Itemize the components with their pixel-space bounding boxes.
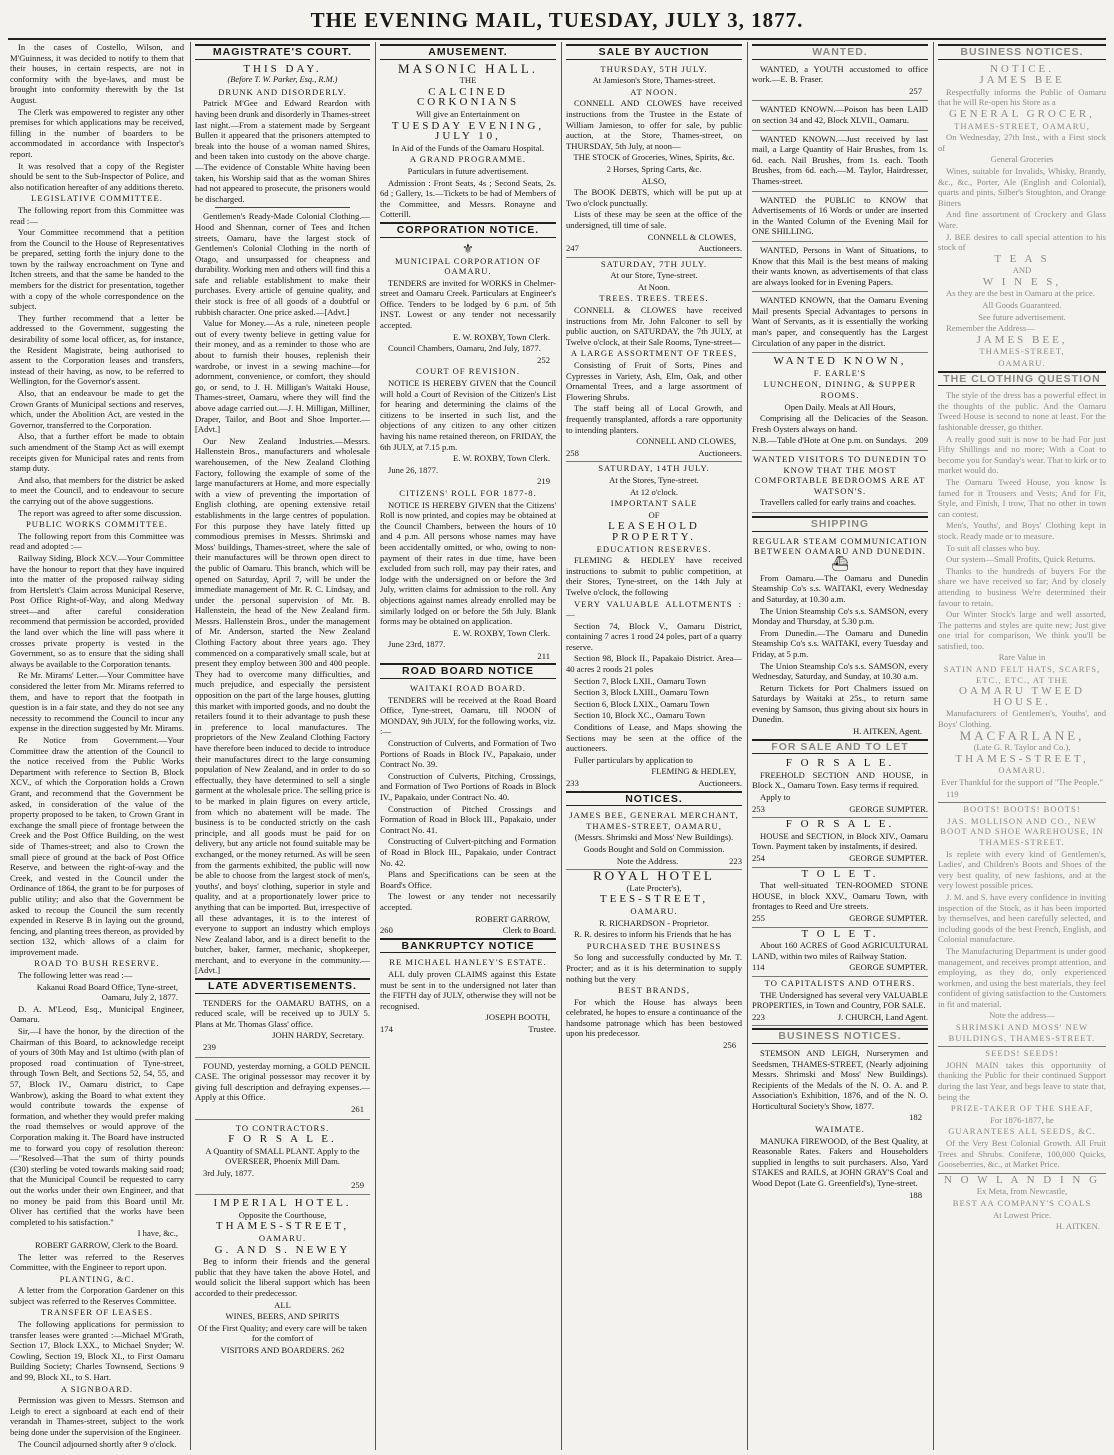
found-ad	[195, 1061, 370, 1120]
bee-sub: (Messrs. Shrimski and Moss' New Buildings).	[574, 832, 734, 843]
call: J. BEE desires to call special attention to his stock of	[938, 231, 1106, 253]
boots: BOOTS! BOOTS! BOOTS!	[963, 804, 1081, 815]
and: AND	[1012, 265, 1032, 276]
mac-street: THAMES-STREET,	[955, 752, 1089, 765]
column-1	[6, 42, 188, 1450]
divider	[215, 207, 350, 208]
bee-goods: Goods Bought and Sold on Commission.	[583, 843, 725, 854]
jb-text: Respectfully informs the Public of Oamaru that he will Re-open his Store as a	[938, 86, 1106, 108]
rb-item: Construction of Culverts, and Formation of Two Portions of Roads in Block IV., Papakaio, under Contract No. 39.	[380, 738, 556, 770]
pw-para: The following report from this Committee was read and adopted :—	[10, 530, 184, 552]
grocer: GENERAL GROCER,	[948, 107, 1096, 120]
prize: PRIZE-TAKER OF THE SHEAF,	[950, 1103, 1094, 1114]
at-noon: AT NOON.	[630, 86, 678, 97]
jb-date: On Wednesday, 27th Inst., with a First stock of	[938, 132, 1106, 153]
roxby: E. W. ROXBY, Town Clerk.	[453, 331, 550, 342]
purchased: PURCHASED THE BUSINESS	[586, 940, 722, 951]
valuable: VERY VALUABLE ALLOTMENTS :—	[566, 598, 742, 620]
staff: The staff being all of Local Growth, and frequently transplanted, affords a rare opportunity to intending planters.	[566, 403, 742, 435]
corkonians: CALCINED CORKONIANS	[416, 85, 520, 109]
pw-para: Railway Siding, Block XCV.—Your Committee have the honour to report that they have inquired into the matter of the proposed railway siding from Hertslett's Claim across Municipal Reserve, Post Office Right-of-Way, and along Medway street—and after careful consideration recommend that permission be accorded, provided the land over which the line will pass where it crosses private property is vested in the Government, so as to ensure that the siding shall always be available to the Corporation tenants.	[10, 552, 184, 669]
consisting: Consisting of Fruit of Sorts, Pines and Cypresses in Variety, Ash, Elm, Oak, and other Ornamental Trees, and a large assortment of Flowering Shrubs.	[566, 360, 742, 402]
wanted-ad	[752, 64, 928, 102]
best: As they are the best in Oamaru at the price.	[946, 288, 1095, 299]
rb-no: 260	[380, 925, 393, 936]
lowest-price: At Lowest Price.	[993, 1209, 1051, 1220]
wanted-text: WANTED KNOWN.—Just received by last mail, a Large Quantity of Hair Brushes, from 1s. 6d. each. Nail Brushes, from 1s. each. Tooth Brushes, from 6d. each.—M. Taylor, Hairdresser, Thames-street.	[752, 133, 928, 186]
prize-yr: For 1876-1877, he	[990, 1114, 1054, 1125]
tenders: TENDERS are invited for WORKS in Chelmer-street and Oamaru Creek. Particulars at Engineer's Office. Tenders to be lodged by 6 p.m. of 5th INST. Lowest or any tender not necessarily accepted.	[380, 277, 556, 331]
bee-note: Note the Address.	[616, 855, 679, 866]
road-para: Kakanui Road Board Office, Tyne-street, Oamaru, July 2, 1877.	[36, 981, 178, 1003]
guarantees: GUARANTEES ALL SEEDS, &C.	[948, 1126, 1096, 1137]
coals: BEST AA COMPANY'S COALS	[952, 1197, 1092, 1208]
jb2: JAMES BEE,	[976, 333, 1068, 346]
church-no: 223	[752, 1011, 765, 1022]
allotment: Section 74, Block V., Oamaru District, containing 7 acres 1 rood 24 poles, part of a quarry reserve.	[566, 620, 742, 652]
legislative-heading: LEGISLATIVE COMMITTEE.	[31, 193, 163, 204]
our-store: At our Store, Tyne-street.	[610, 270, 698, 281]
saturday-14: SATURDAY, 14TH JULY.	[598, 463, 710, 474]
rb-item: Construction of Pitched Crossings and Formation of Road in Block III., Papakaio, under Contract No. 41.	[380, 803, 556, 835]
tweed: The Oamaru Tweed House, you know Is famed for it Trousers and Vests; And for Fit, Style, and Finish, I trow, That no other in town can contest.	[938, 476, 1106, 519]
rr: R. R. desires to inform his Friends that he has	[574, 929, 732, 940]
plant-sale-date: 3rd July, 1877.	[203, 1167, 255, 1178]
royal-town: OAMARU.	[630, 905, 678, 916]
james-bee: JAMES BEE, GENERAL MERCHANT, THAMES-STREET, OAMARU,	[569, 810, 739, 831]
guaranteed: All Goods Guaranteed.	[982, 300, 1062, 311]
book-debts: The BOOK DEBTS, which will be put up at Two o'clock punctually.	[566, 187, 742, 208]
jb2-street: THAMES-STREET,	[979, 346, 1065, 357]
comprising: Comprising all the Delicacies of the Season. Fresh Oysters always on hand.	[752, 413, 928, 434]
public-works-heading: PUBLIC WORKS COMMITTEE.	[26, 519, 168, 530]
newey-line: WINES, BEERS, AND SPIRITS	[225, 1311, 340, 1322]
rare: Rare Value in	[998, 652, 1046, 663]
fine: And fine assortment of Crockery and Glass Ware.	[938, 209, 1106, 230]
at-noon-2: At Noon.	[638, 281, 670, 292]
court-para: Patrick M'Gee and Edward Reardon with having been drunk and disorderly in Thames-street last night.—From a statement made by Sergeant Bullen it appeared that the prisoners attempted to break into the house of a woman named Shires, and been taken into custody on the above charge.—The evidence of Constable White having been taken, his Worship said that as the woman Shires had not appeared to prosecute, the prisoners would be discharged.	[195, 98, 371, 204]
stock: THE STOCK of Groceries, Wines, Spirits, &c.	[573, 152, 735, 163]
sumpter-no: 114	[752, 962, 765, 973]
wines: Wines, suitable for Invalids, Whisky, Brandy, &c., &c., Porter, Ale (English and Colonial), quarts and pints, Silber's Stoughton, and Orange Bitters	[938, 165, 1106, 208]
richardson: R. RICHARDSON - Proprietor.	[599, 917, 709, 928]
bankruptcy-heading: BANKRUPTCY NOTICE	[380, 938, 556, 954]
shrimski: SHRIMSKI AND MOSS' NEW BUILDINGS, THAMES-STREET.	[938, 1022, 1106, 1047]
plant-sale-ad	[195, 1134, 370, 1195]
planting-para: A letter from the Corporation Gardener on this subject was referred to the Reserves Committee.	[10, 1285, 184, 1306]
baths-no: 239	[203, 1042, 216, 1053]
imperial-town: OAMARU.	[258, 1232, 307, 1243]
found-no: 261	[351, 1104, 364, 1114]
bankrupt-no: 174	[380, 1023, 393, 1034]
thursday: THURSDAY, 5TH JULY.	[600, 63, 708, 74]
which-no: 256	[723, 1040, 736, 1051]
leg-para: The report was agreed to after some discussion.	[18, 507, 182, 518]
road-para: D. A. M'Leod, Esq., Municipal Engineer, Oamaru.	[10, 1003, 184, 1025]
column-6	[934, 42, 1110, 1450]
before-line: (Before T. W. Parker, Esq., R.M.)	[227, 75, 338, 85]
horses: 2 Horses, Spring Carts, &c.	[606, 163, 702, 174]
baths-ad	[195, 998, 370, 1058]
council: Council Chambers, Oamaru, 2nd July, 1877.	[388, 343, 541, 354]
capitalists: TO CAPITALISTS AND OTHERS.	[764, 977, 916, 988]
to-let-heading: T O L E T.	[801, 867, 879, 880]
wanted-ad	[752, 245, 928, 292]
wines-heading: W I N E S,	[982, 275, 1062, 288]
ever-no: 119	[938, 789, 1106, 804]
wanted-text: WANTED KNOWN.—Poison has been LAID on section 34 and 42, Block XLVII., Oamaru.	[752, 104, 928, 125]
baths-text: TENDERS for the OAMARU BATHS, on a reduced scale, will be received up to JULY 5. Plans at Mr. Thomas Glass' office.	[195, 997, 370, 1029]
newey-visitors: VISITORS AND BOARDERS. 262	[220, 1344, 345, 1355]
drunk-heading: DRUNK AND DISORDERLY.	[218, 86, 347, 97]
stemson: STEMSON AND LEIGH, Nurserymen and Seedsmen, THAMES-STREET, (Nearly adjoining Messrs. Shrimski and Moss' New Buildings). Recipients of the Medals of the N. O. A. and P. Association's Exhibition, 1876, and of the N. O. Horticultural Society's Show, 1877.	[752, 1047, 928, 1111]
adjourn-para: The Council adjourned shortly after 9 o'clock.	[18, 1438, 177, 1449]
notices-heading: NOTICES.	[566, 791, 742, 807]
leasehold: LEASEHOLD PROPERTY.	[608, 520, 700, 543]
wanted-ad	[752, 195, 928, 242]
municipal: MUNICIPAL CORPORATION OF OAMARU.	[394, 255, 542, 277]
road-board-heading: ROAD BOARD NOTICE	[380, 663, 556, 679]
shipping-heading: SHIPPING	[752, 516, 928, 532]
mac-town: OAMARU.	[998, 765, 1046, 776]
fleming: FLEMING & HEDLEY have received instructions to submit to public competition, at their Stores, Tyne-street, on the 14th July at Twelve o'clock, the following	[566, 555, 742, 597]
imperial-hotel-heading: IMPERIAL HOTEL.	[213, 1197, 352, 1210]
wanted-ad	[752, 104, 928, 130]
allotment: Section 7, Block LXII., Oamaru Town	[574, 675, 706, 686]
ship: From Oamaru.—The Oamaru and Dunedin Steamship Co's s.s. WAITAKI, every Wednesday and Saturday, at 10.30 a.m.	[752, 572, 928, 604]
found-text: FOUND, yesterday morning, a GOLD PENCIL CASE. The original possessor may recover it by giving full description and defraying expenses.—Apply at this Office.	[195, 1060, 370, 1103]
cases-para: In the cases of Costello, Wilson, and M'Guinness, it was decided to notify to them that their houses, in certain respects, are not in conformity with the bye-laws, and must be brought into conformity therewith by the 1st August.	[10, 42, 184, 105]
sumpter-no: 253	[752, 803, 765, 814]
tl1-text: That well-situated TEN-ROOMED STONE HOUSE, in block XXV., Oamaru Town, with frontages to Reed and Ure streets.	[752, 880, 928, 912]
trees: TREES. TREES. TREES.	[599, 293, 709, 304]
bankrupt-sub: RE MICHAEL HANLEY'S ESTATE.	[389, 957, 547, 968]
cc2-role: Auctioneers.	[698, 447, 742, 458]
leg-para: Your Committee recommend that a petition from the Council to the House of Representatives be prepared, setting forth the injury done to the town by the railway encroachment on Tyne and Itchen streets, and that the same be handed to the members for the district for presentation, together with a copy of the whole correspondence on the subject.	[10, 227, 184, 312]
signboard-para: Permission was given to Messrs. Stemson and Leigh to erect a signboard at each end of their verandah in Thames-street, subject to the work being done under the supervision of the Engineer.	[10, 1395, 184, 1437]
waitaki: WAITAKI ROAD BOARD.	[410, 683, 526, 694]
aitken: H. AITKEN, Agent.	[853, 726, 922, 737]
pw-para: Re Mr. Mirams' Letter.—Your Committee have considered the letter from Mr. Mirams referred to them, and have to report that the footpath in question is in a fair state, and they do not see any necessity to recommend the Council to incur any expense in the direction suggested by Mr. Mirams.	[10, 670, 184, 734]
jamieson: At Jamieson's Store, Thames-street.	[592, 75, 716, 86]
leg-para: Also, that an endeavour be made to get the Crown Grants of Municipal sections and reserves, which, under the Abolition Act, are vested in the Governor, transferred to the Corporation.	[10, 388, 184, 430]
mollison: JAS. MOLLISON AND CO., NEW BOOT AND SHOE WAREHOUSE, IN THAMES-STREET.	[940, 815, 1104, 847]
ship: The Union Steamship Co's s.s. SAMSON, every Wednesday, Saturday, and Sunday, at 10.30 a.m.	[752, 660, 928, 682]
advt-para: Value for Money.—As a rule, nineteen people out of every twenty believe in getting value for their money, and as a reminder to those who are about to furnish their houses, replenish their wardrobe, or invest in a sewing machine—for adornment, convenience, or comfort, they should go, or send, to J. H. Milligan's Waitaki House, Thames-street, Oamaru, where they will find the above adage carried out.—J. H. Milligan, Milliner, Draper, Tailor, and Boot and Shoe Importer.—[Advt.]	[195, 318, 370, 435]
cc-no: 247	[566, 243, 579, 254]
clothing-heading: THE CLOTHING QUESTION	[938, 371, 1106, 387]
newey-all: ALL	[274, 1299, 291, 1310]
revision-date: June 26, 1877.	[388, 464, 439, 475]
now-landing: N O W L A N D I N G	[943, 1173, 1101, 1186]
cc2-no: 258	[566, 447, 579, 458]
connell-2: CONNELL & CLOWES have received instructions from Mr. John Falconer to sell by public auction, on SATURDAY, the 7th JULY, at Twelve o'clock, at their Sale Rooms, Tyne-street—	[566, 305, 742, 347]
rb-plans: Plans and Specifications can be seen at the Board's Office.	[380, 869, 556, 890]
road-para: Sir,—I have the honor, by the direction of the Chairman of this Board, to acknowledge receipt of yours of 30th May and 1st ultimo (with plan of proposed road continuation of Tyne-street, through Town Belt, and Sections 52, 54, 55, and 57, Block IV., Oamaru district, to Cape Wanbrow), asking the Board to what extent they would contribute towards the expense of formation, and whether they would prefer making the road themselves or would approve of the Corporation making it. The Board have instructed me to forward you copy of resolution thereon:—"Resolved—That the sum of thirty pounds (£30) sterling be voted towards making said road; that the Municipal Council be requested to carry out the works under their own Engineer, and that no money be paid from this Board until Mr. Oliver has certified that the works have been completed to his satisfaction."	[10, 1026, 184, 1227]
open: Open Daily. Meals at All Hours,	[784, 401, 896, 412]
ship: From Dunedin.—The Oamaru and Dunedin Steamship Co's s.s. WAITAKI, every Tuesday and Friday, at 5 p.m.	[752, 627, 928, 659]
event-date: TUESDAY EVENING, JULY 10,	[391, 119, 545, 143]
council-no: 252	[537, 354, 550, 365]
groceries: General Groceries	[990, 154, 1054, 165]
stemson-no: 182	[909, 1112, 922, 1123]
road-para: I have, &c.,	[137, 1228, 178, 1239]
wanted-text: WANTED KNOWN, that the Oamaru Evening Mail presents Special Advantages to persons in Want of Servants, as it is essentially the working man's paper, and consequently has the Largest Circulation of any paper in the district.	[752, 295, 928, 348]
column-4	[562, 42, 746, 1450]
signboard-heading: A SIGNBOARD.	[60, 1383, 134, 1394]
james-bee: JAMES BEE	[979, 74, 1065, 87]
rb-sig: ROBERT GARROW,	[475, 913, 550, 924]
sumpter: GEORGE SUMPTER.	[849, 853, 928, 863]
manufacturing: The Manufacturing Department is under good management, and receives prompt attention, and employing, as they do, only experienced workmen, and using the best materials, they feel confident of giving satisfaction to the Customers in fit and material.	[938, 945, 1106, 1009]
sumpter: GEORGE SUMPTER.	[849, 803, 928, 814]
roll: NOTICE IS HEREBY GIVEN that the Citizens' Roll is now printed, and copies may be obtained at the Council Chambers, between the hours of 10 and 4 p.m. All persons whose names may have been accidentally omitted, or who, owing to non-payment of their rates in due time, have been excluded from such roll, may pay their rates, and lodge with the undersigned on or before the 3rd July, written claims for admission to the roll. Any objections against names already enrolled may be similarly lodged on or before the 5th July. Blank forms may be obtained on application.	[380, 499, 556, 627]
visit: WANTED VISITORS TO DUNEDIN TO KNOW THAT THE MOST COMFORTABLE BEDROOMS ARE AT WATSON'S.	[753, 454, 927, 496]
conditions: Conditions of Lease, and Maps showing the Sections may be seen at the office of the auctioneers.	[566, 722, 742, 754]
mac-late: (Late G. R. Taylor and Co.),	[973, 742, 1071, 753]
late-ads-heading: LATE ADVERTISEMENTS.	[195, 978, 370, 994]
ex-meta: Ex Meta, from Newcastle,	[976, 1186, 1068, 1197]
so-long: So long and successfully conducted by Mr. T. Procter; and as it is his determination to supply nothing but the very	[566, 952, 742, 984]
nb: N.B.—Table d'Hote at One p.m. on Sundays.	[752, 435, 907, 446]
corporation-heading: CORPORATION NOTICE.	[380, 222, 556, 238]
newey-lead: G. AND S. NEWEY	[214, 1243, 351, 1256]
macfarlane: MACFARLANE,	[959, 727, 1085, 743]
of: OF	[648, 509, 660, 520]
plant-sale-text: A Quantity of SMALL PLANT. Apply to the OVERSEER, Phoenix Mill Dam.	[205, 1145, 360, 1167]
luncheon: LUNCHEON, DINING, & SUPPER ROOMS.	[763, 379, 917, 401]
advt-para: Gentlemen's Ready-Made Colonial Clothing.—Hood and Shennan, corner of Tees and Itchen streets, Oamaru, have the largest stock of Gentlemen's Colonial Clothing in the north of Otago, and unsurpassed for cheapness and durability. Working men and others will find this a safe and reliable establishment to make their purchases. Every article of genuine quality, and their stock is free of all goods of a doubtful or rubbish character. One price asked.—[Advt.]	[195, 211, 370, 317]
satin: SATIN AND FELT HATS, SCARFS, ETC., ETC., AT THE	[943, 664, 1101, 685]
auction-heading: SALE BY AUCTION	[566, 44, 742, 60]
remember: Remember the Address—	[946, 323, 1035, 334]
this-day: THIS DAY.	[243, 62, 322, 75]
for-sale-heading: F O R S A L E.	[785, 818, 895, 831]
revision: NOTICE IS HEREBY GIVEN that the Council will hold a Court of Revision of the Citizen's List for hearing and determining the claims of the citizens to be inserted in such list, and the objections of any citizen to any other citizen having his name retained thereon, on FRIDAY, the 6th JULY, at 7.15 p.m.	[380, 378, 556, 452]
earles-ad	[752, 356, 928, 451]
important: IMPORTANT SALE	[610, 498, 698, 509]
allotment: Section 10, Block XC., Oamaru Town	[574, 710, 705, 721]
ever: Ever Thankful for the support of "The People."	[941, 777, 1103, 787]
saturday-7: SATURDAY, 7TH JULY.	[600, 258, 708, 269]
assortment: A LARGE ASSORTMENT OF TREES,	[570, 348, 738, 359]
thanks: Thanks to the hundreds of buyers For the share we have received so far; And by closely attending to business We're determined their favour to retain.	[938, 565, 1106, 608]
watsons-ad	[752, 454, 928, 513]
leg-para: The following report from this Committee was read :—	[10, 204, 184, 226]
tl2-text: About 160 ACRES of Good AGRICULTURAL LAND, within two miles of Railway Station.	[752, 940, 928, 961]
jm: J. M. and S. have every confidence in inviting inspection of the Stock, as it has been imported by themselves, and been carefully selected, and including goods of the best French, English, and Colonial manufacture.	[938, 891, 1106, 945]
seal-icon: ⚜	[462, 240, 474, 256]
stores: At the Stores, Tyne-street.	[609, 474, 699, 485]
travellers: Travellers called for early trains and coaches.	[760, 497, 916, 508]
apply: Apply to	[760, 792, 791, 803]
grand-programme: A GRAND PROGRAMME.	[409, 154, 527, 165]
wanted-text: WANTED, Persons in Want of Situations, to Know that this Mail is the best means of making their wants known, as advertisements of that class are always looked for in Evening Papers.	[752, 244, 928, 287]
fh-no: 233	[566, 778, 579, 788]
ship: The Union Steamship Co's s.s. SAMSON, every Monday and Thursday, at 5.30 p.m.	[752, 605, 928, 627]
sumpter-no: 255	[752, 912, 765, 923]
newey-text2: Of the First Quality; and every care will be taken for the comfort of	[198, 1322, 367, 1344]
rb-lowest: The lowest or any tender not necessarily accepted.	[380, 891, 556, 912]
clothing-text: The style of the dress has a powerful effect in the thoughts of the public. And the Oamaru Tweed House is second to none at least. For the fashionable dresser, go thither.	[938, 390, 1106, 432]
best-brands: BEST BRANDS,	[617, 985, 690, 996]
wanted-text: WANTED the PUBLIC to KNOW that Advertisements of 16 Words or under are inserted in the Wanted Column of the Evening Mail for ONE SHILLING.	[752, 194, 928, 237]
for-sale-heading: F O R S A L E.	[785, 757, 895, 770]
plant-sale-no: 259	[351, 1179, 364, 1190]
church: THE Undersigned has several very VALUABLE PROPERTIES, in Town and Country, FOR SALE.	[752, 989, 928, 1011]
manuka-no: 188	[909, 1189, 922, 1200]
regular: REGULAR STEAM COMMUNICATION BETWEEN OAMARU AND DUNEDIN.	[752, 535, 928, 557]
pw-para: Re Notice from Government.—Your Committee draw the attention of the Council to the notice received from the Public Works Department with reference to Section B, Block XCV., of which the Corporation holds a Crown Grant, and recommend that the Government be asked, in consideration of the value of the property proposed to be taken, to Crown Grant in exchange the small piece of frontage between the Creek and the Post Office Building, on the west side of Thames-street; and also to Crown the small piece of ground at the back of Post Office Reserve, and between the right-of-way and the Creek, and vested in the Council under the Ordinance of 1864, the grant to be for purposes of public utility; and also that the Government be asked to recoup the Council the sum recently expended in Reserve B in laying out the ground, fencing, and planting trees thereon, as provided by section 132, which allows of a claim for improvement made.	[10, 735, 184, 957]
business-heading: BUSINESS NOTICES.	[752, 1028, 928, 1044]
masthead: THE EVENING MAIL, TUESDAY, JULY 3, 1877.	[310, 8, 804, 32]
manuka: MANUKA FIREWOOD, of the Best Quality, at Reasonable Rates. Fakers and Householders supplied in lengths to suit purchasers. Also, Yard STAKES and RAILS, at JOHN GRAY'S Coal and Wood Depot (Late G. Greenfield's), Tyne-street.	[752, 1135, 928, 1189]
mens: Men's, Youths', and Boys' Clothing kept in stock. Ready made or to measure.	[938, 520, 1106, 541]
system: Our system—Small Profits, Quick Returns.	[946, 554, 1096, 565]
roll-no: 211	[537, 650, 550, 661]
the-line: THE	[459, 75, 477, 86]
connell-1: CONNELL AND CLOWES have received instructions from the Trustee in the Estate of William Jamieson, to offer for sale, by public auction, at the Store, Thames-street, on THURSDAY, 5th July, at noon—	[566, 98, 742, 151]
suit: To suit all classes who buy.	[946, 542, 1040, 553]
sumpter: GEORGE SUMPTER.	[849, 912, 928, 923]
quality: Of the Very Best Colonial Growth. All Fruit Trees and Shrubs. Coniferæ, 100,000 Quicks, Gooseberries, &c., at Market Price.	[938, 1138, 1106, 1174]
wanted-heading: WANTED.	[752, 44, 928, 60]
church-sig: J. CHURCH, Land Agent.	[837, 1011, 928, 1022]
aitken-sig: H. AITKEN.	[1055, 1221, 1100, 1232]
newey-text: Beg to inform their friends and the general public that they have taken the above Hotel, and would solicit the liberal support which has been accorded to their predecessor.	[195, 1256, 370, 1298]
contractors-heading: TO CONTRACTORS.	[235, 1122, 330, 1133]
sumpter-no: 254	[752, 853, 765, 863]
seeds: SEEDS! SEEDS!	[985, 1048, 1059, 1059]
wanted-known: WANTED KNOWN,	[773, 355, 907, 368]
rb-clerk: Clerk to Board.	[502, 925, 556, 936]
allotment: Section 3, Block LXIII., Oamaru Town	[574, 687, 709, 698]
rb-item: Construction of Culverts, Pitching, Crossings, and Formation of Two Portions of Roads in Block IV., Papakaio, under Contract No. 40.	[380, 770, 556, 802]
road-para: The following letter was read :—	[18, 970, 133, 981]
allotment: Section 6, Block LXIX., Oamaru Town	[574, 698, 710, 709]
allotment: Section 98, Block II., Papakaio District. Area—40 acres 2 roods 21 poles	[566, 653, 742, 675]
sumpter: GEORGE SUMPTER.	[849, 962, 928, 973]
aid: In Aid of the Funds of the Oamaru Hospital.	[391, 142, 545, 153]
leg-para: And also, that members for the district be asked to meet the Council, and to endeavour to secure the carrying out of the above suggestions.	[10, 474, 184, 506]
earles: F. EARLE'S	[813, 367, 867, 378]
fs2-text: HOUSE and SECTION, in Block XIV., Oamaru Town. Payment taken by instalments, if desired.	[752, 830, 928, 852]
manuf: Manufacturers of Gentlemen's, Youths', and Boys' Clothing.	[938, 708, 1106, 730]
bankrupt: ALL duly proven CLAIMS against this Estate must be sent in to the undersigned not later than the FIFTH day of JULY, otherwise they will not be recognised.	[380, 968, 556, 1011]
revision-no: 219	[537, 476, 550, 487]
particulars: Particulars in future advertisement.	[407, 165, 529, 176]
tweed-house: OAMARU TWEED HOUSE.	[959, 685, 1085, 708]
wanted-text: WANTED, a YOUTH accustomed to office work.—E. B. Fraser.	[752, 63, 928, 85]
advt-para: Our New Zealand Industries.—Messrs. Hallenstein Bros., manufacturers and wholesale warehousemen, of the New Zealand Clothing Factory, following the example of some of the large manufacturers at Home, and more especially with a view of preventing the importation of English clothing, are opening extensive retail establishments in the large centres of population. For this purpose they have lately fitted up commodious premises in Messrs. Shrimski and Moss' buildings, Thames-street, where the sale of their manufactures will be thrown open direct to the public of Oamaru. This branch, which will be opened on Saturday, April 7, will be under the immediate management of Mr. R. C. Lindsay, and under the personal supervision of Mr. B. Hallenstein, the head of the New Zealand firm. Messrs. Hallenstein Bros., under the management of Mr. Anderson, started the New Zealand Clothing Factory about three years ago. They commenced on a comparatively small scale, but at present they employ between 300 and 400 people. They had to overcome many difficulties, and much prejudice, and especially the persistent opposition on the part of the large houses, glutting this market with imported goods, and no doubt the retailers found it to their advantage to push these in preference to local manufactures. The proprietors of the New Zealand Clothing Factory have therefore been induced to decide to introduce their manufactures direct to the large consuming population of New Zealand, and in order to do so effectually, they have determined to sell a single garment at the wholesale price. The selling price is to be marked in plain figures on every article, from which no abatement will be made. The business is to be conducted strictly on the cash principle, and all goods must be paid for on delivery, but any article not found suitable may be exchanged, or the money returned. As will be seen from the garments exhibited, the public will now be able to choose from the largest stock of men's, youths', and boys' clothing, superior in style and quality, and at a proportionately lower price to anything that can be imported. But, irrespective of all these advantages, it is to the interest of everyone to support an industry which employs New Zealand labor, and is a direct benefit to the butcher, baker, farmer, mechanic, shopkeeper, merchant, and to everyone in the community.—[Advt.]	[195, 435, 370, 976]
imperial-street: THAMES-STREET,	[215, 1220, 350, 1233]
gent: A really good suit is now to be had For just Fifty Shillings and no more; With a Coat to become you for Sunday's wear. That to kirk or to market would do.	[938, 433, 1106, 476]
roll-sig: E. W. ROXBY, Town Clerk.	[453, 627, 550, 638]
fuller: Fuller particulars by application to	[574, 754, 693, 765]
cc-sig: CONNELL & CLOWES,	[647, 231, 736, 242]
rb-tenders: TENDERS will be received at the Road Board Office, Tyne-street, Oamaru, till NOON of MONDAY, 9th JULY, for the following works, viz. :—	[380, 694, 556, 737]
also: ALSO,	[641, 175, 667, 186]
column-2	[191, 42, 374, 1450]
planting-heading: PLANTING, &C.	[59, 1273, 135, 1284]
road-para: ROBERT GARROW, Clerk to the Board.	[35, 1239, 178, 1250]
rb-item: Constructing of Culvert-pitching and Formation of Road in Block III., Papakaio, under Contract No. 42.	[380, 836, 556, 868]
imperial-sub: Opposite the Courthouse,	[238, 1209, 327, 1220]
waimate: WAIMATE.	[815, 1124, 865, 1135]
roll-heading: CITIZENS' ROLL FOR 1877-8.	[399, 487, 537, 498]
fh-sig: FLEMING & HEDLEY,	[651, 766, 736, 777]
fs1-text: FREEHOLD SECTION AND HOUSE, in Block X., Oamaru Town. Easy terms if required.	[752, 769, 928, 791]
leg-para: Also, that a further effort be made to obtain such amendment of the Stamp Act as will exempt receipts given for Municipal rates and rents from stamp duty.	[10, 431, 184, 474]
steamship-icon: ⛴	[831, 556, 849, 572]
masthead-rule	[8, 38, 1106, 40]
register-para: It was resolved that a copy of the Register should be sent to the Sub-Inspector of Police, and also notification hereafter of any additions thereto.	[10, 160, 184, 192]
royal-hotel: ROYAL HOTEL	[593, 868, 715, 884]
masonic-hall: MASONIC HALL.	[397, 60, 539, 76]
mollison-text: Is replete with every kind of Gentlemen's, Ladies', and Children's Boots and Shoes of the very best quality, of new fashions, and at the very lowest possible prices.	[938, 848, 1106, 891]
note: Note the address—	[989, 1010, 1055, 1021]
jb-street: THAMES-STREET, OAMARU,	[954, 120, 1090, 131]
wanted-ad	[752, 134, 928, 192]
fh-role: Auctioneers.	[698, 778, 742, 788]
teas: T E A S	[994, 252, 1050, 265]
leases-heading: TRANSFER OF LEASES.	[41, 1307, 153, 1318]
column-5	[748, 42, 932, 1450]
road-heading: ROAD TO BUSH RESERVE.	[34, 958, 160, 969]
sale-let-heading: FOR SALE AND TO LET	[752, 739, 928, 755]
amusement-heading: AMUSEMENT.	[380, 44, 556, 60]
jb2-town: OAMARU.	[998, 358, 1046, 369]
for-sale-heading: F O R S A L E.	[228, 1133, 337, 1146]
education: EDUCATION RESERVES.	[596, 543, 712, 554]
which: For which the House has always been celebrated, he hopes to ensure a continuance of the handsome patronage which has been bestowed upon his predecessor.	[566, 996, 742, 1039]
future: See future advertisement.	[978, 311, 1066, 322]
bee-no: 223	[729, 855, 742, 866]
road-para: The letter was referred to the Reserves Committee, with the Engineer to report upon.	[10, 1251, 184, 1273]
cc-role: Auctioneers.	[698, 243, 742, 254]
main: JOHN MAIN takes this opportunity of thanking the Public for their continued Support during the last Year, and begs leave to state that, being the	[938, 1059, 1106, 1102]
leg-para: They further recommend that a letter be addressed to the Government, suggesting the desirability of some local officer, as, for instance, the Resident Magistrate, being authorised to assent to the Corporation leases and transfers, instead of their having, as now, to be referred to Wellington, for the Governor's assent.	[10, 312, 184, 387]
return: Return Tickets for Port Chalmers issued on Saturdays by Waitaki at 25s., to return same evening by Samson, thus giving about six hours in Dunedin.	[752, 682, 928, 725]
column-3	[376, 42, 560, 1450]
entertain: Will give an Entertainment on	[416, 108, 520, 119]
bankrupt-role: Trustee.	[528, 1023, 556, 1034]
magistrates-court-heading: MAGISTRATE'S COURT.	[195, 44, 370, 60]
twelve: At 12 o'clock.	[629, 486, 679, 497]
baths-sig: JOHN HARDY, Secretary.	[272, 1030, 364, 1041]
winter: Our Winter Stock's large and well assorted, The patterns and styles are quite new; Just give one trial for comparison, We think you'll be satisfied, too.	[938, 609, 1106, 651]
admission: Admission : Front Seats, 4s ; Second Seats, 2s. 6d ; Gallery, 1s.—Tickets to be had of Members of the Committee, and Messrs. Ronayne and Cotterill.	[380, 177, 556, 220]
leases-para: The following applications for permission to transfer leases were granted :—Michael M'Grath, Section 17, Block LXX., to Michael Snyder; W. Cowling, Section 19, Block XI., to First Oamaru Building Society; Charles Townsend, Sections 9 and 99, Block XI., to S. Hart.	[10, 1319, 184, 1383]
wanted-ad	[752, 295, 928, 353]
revision-heading: COURT OF REVISION.	[416, 366, 520, 377]
revision-sig: E. W. ROXBY, Town Clerk.	[453, 453, 550, 464]
royal-street: TEES-STREET,	[599, 893, 709, 906]
lists: Lists of these may be seen at the office of the undersigned, till time of sale.	[566, 209, 742, 230]
wanted-no: 257	[909, 85, 922, 96]
roll-date: June 23rd, 1877.	[388, 639, 446, 650]
notice: NOTICE.	[989, 62, 1055, 75]
to-let-heading: T O L E T.	[801, 927, 879, 940]
clerk-para: The Clerk was empowered to register any other premises for which applications may be received, filling in the number of boarders to be accommodated in accordance with Inspector's report.	[10, 106, 184, 159]
business-heading: BUSINESS NOTICES.	[938, 44, 1106, 60]
nb-no: 209	[915, 435, 928, 446]
cc2-sig: CONNELL AND CLOWES,	[636, 436, 736, 447]
royal-sub: (Late Procter's),	[626, 882, 682, 893]
bankrupt-sig: JOSEPH BOOTH,	[485, 1012, 550, 1023]
